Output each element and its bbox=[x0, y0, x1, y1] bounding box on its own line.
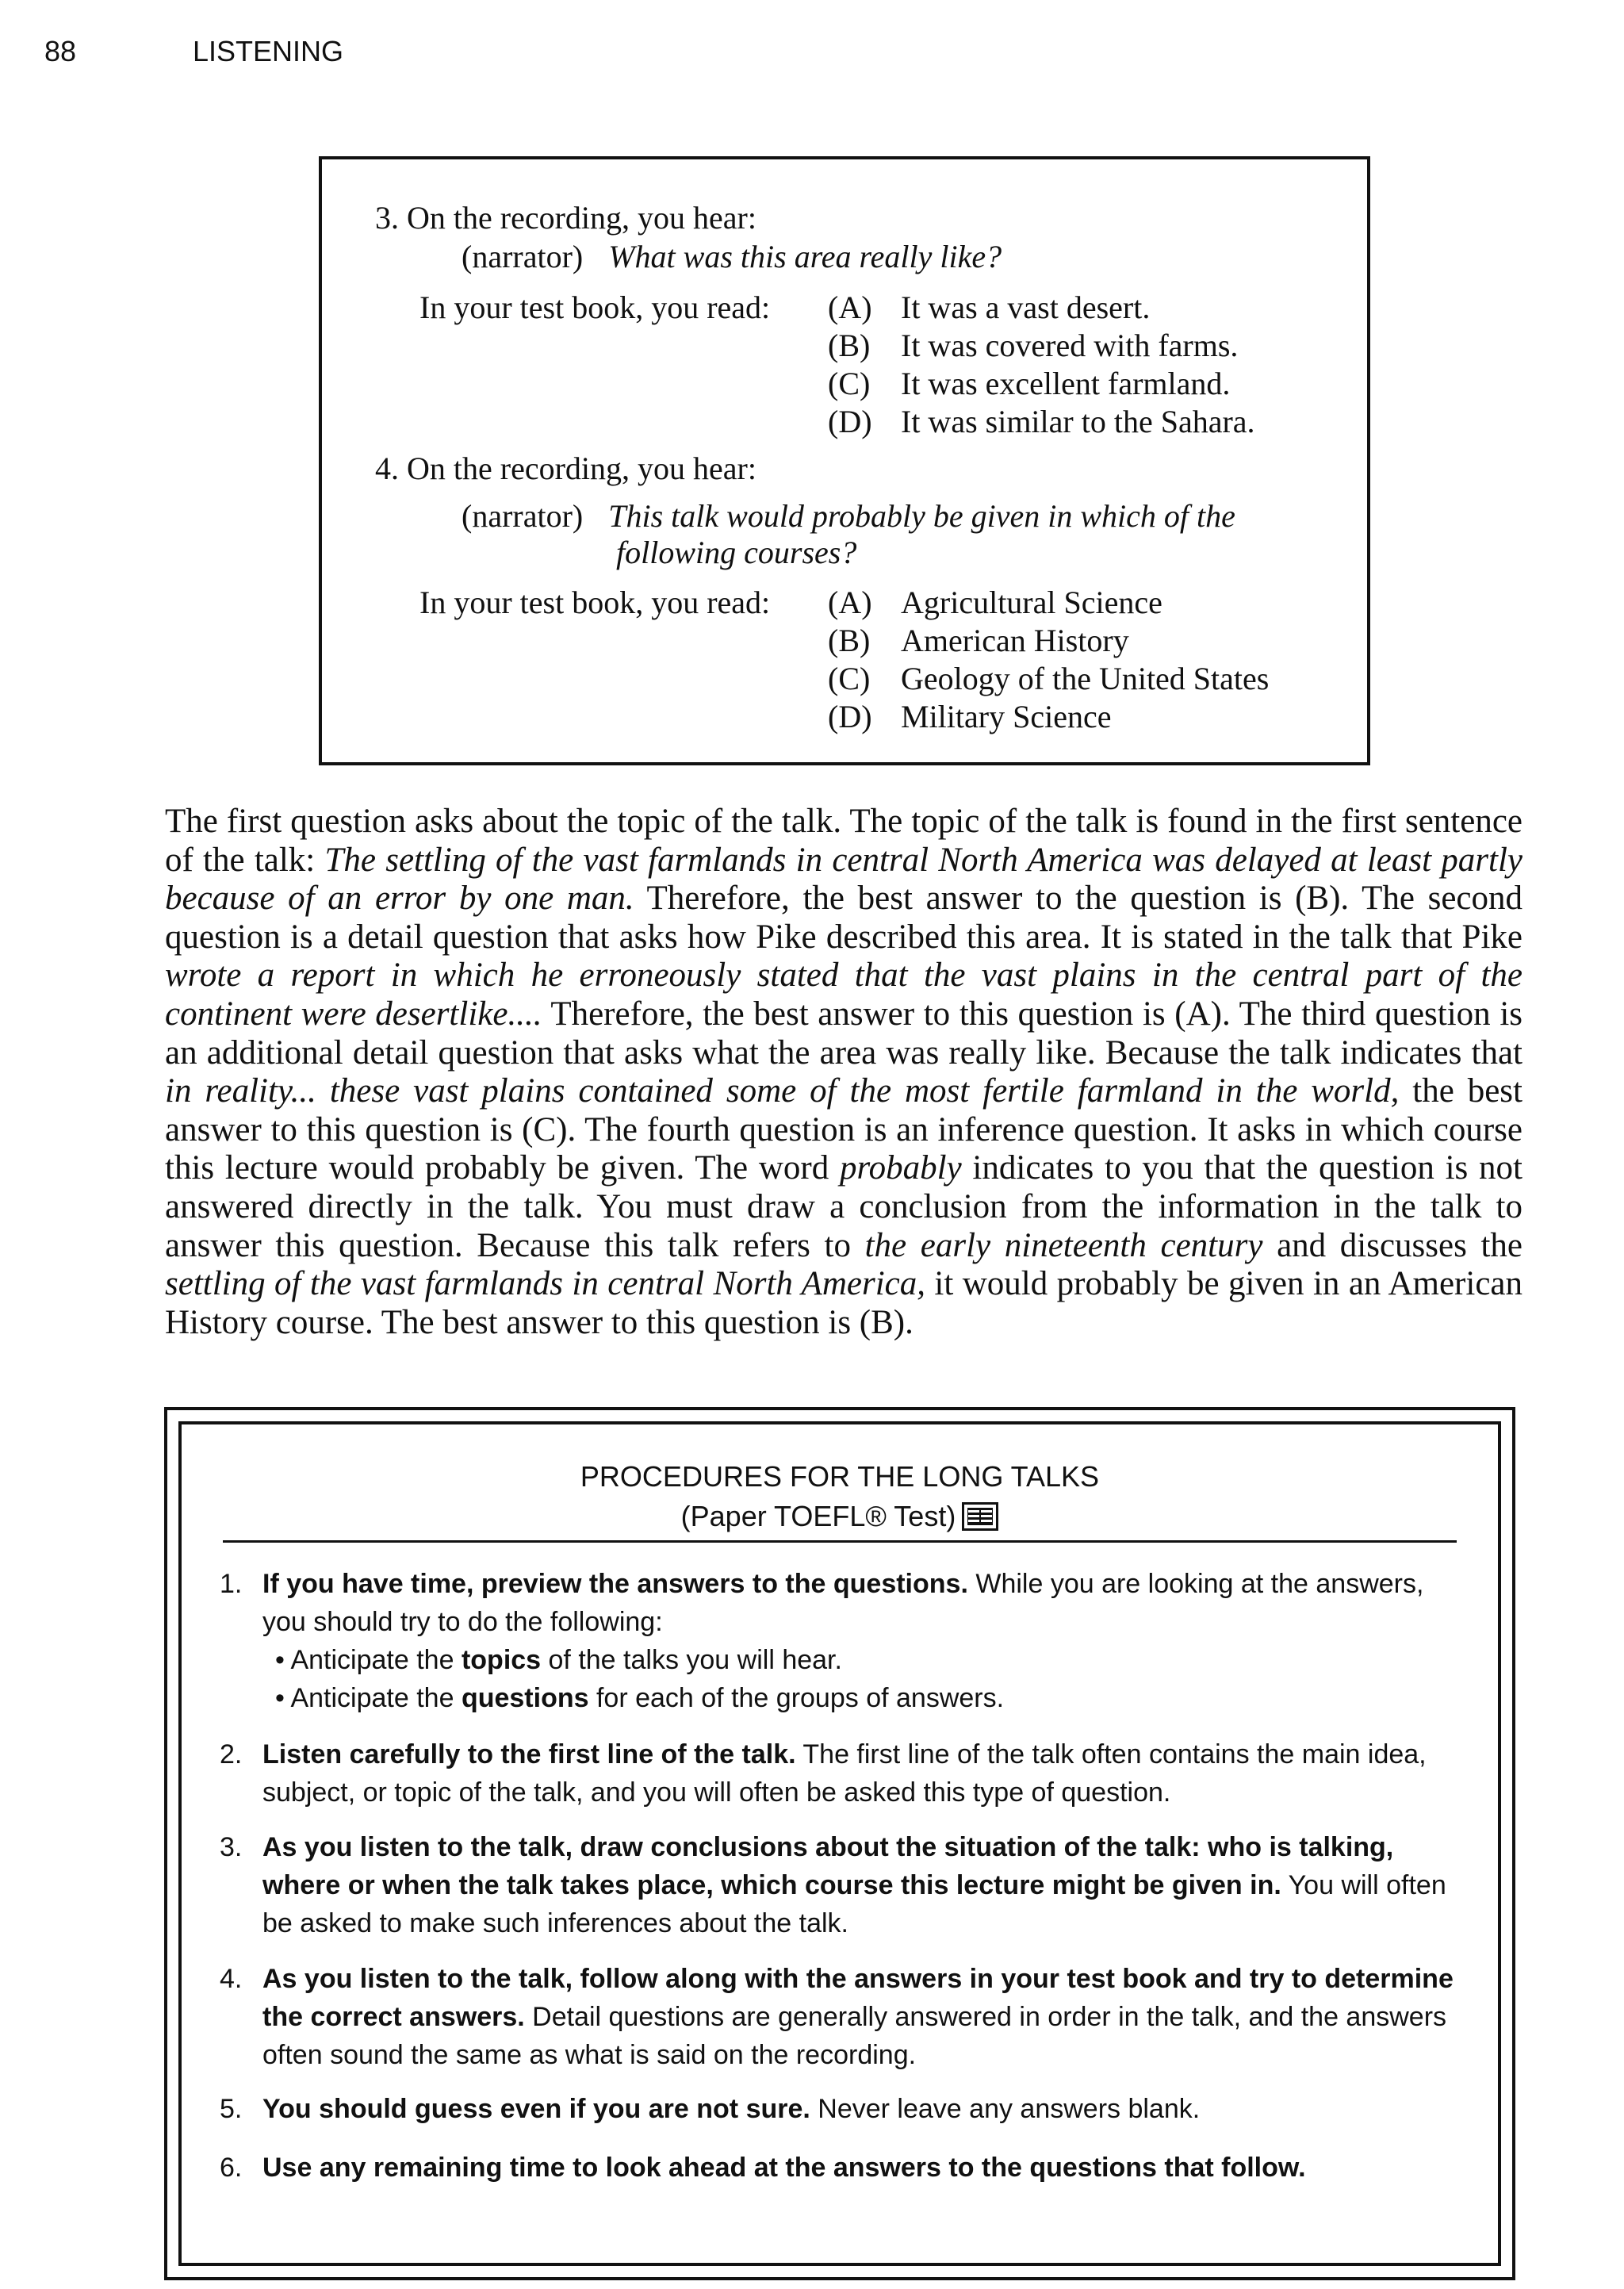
procedures-subtitle-line bbox=[182, 1502, 1498, 1531]
explanation-quote: settling of the vast farmlands in central North America, bbox=[165, 1265, 925, 1303]
q3-option-letter: (A) bbox=[828, 289, 872, 325]
q3-prompt bbox=[462, 241, 1002, 273]
running-header bbox=[44, 35, 344, 68]
q3-intro: 3. On the recording, you hear: bbox=[375, 200, 756, 236]
procedure-bold: You should guess even if you are not sure. bbox=[262, 2094, 810, 2124]
procedure-bullet bbox=[275, 1679, 1465, 1717]
procedure-text: Detail questions are generally answered in order in the talk, and the answers often sound the same as what is said on the recording. bbox=[262, 2002, 1447, 2070]
q4-option-letter: (D) bbox=[828, 699, 872, 734]
q4-question-line2-text: following courses? bbox=[616, 535, 857, 570]
q4-option-text: American History bbox=[901, 623, 1129, 658]
q4-option-text: Geology of the United States bbox=[901, 661, 1270, 696]
q4-option-letter: (B) bbox=[828, 623, 871, 658]
procedure-number: 4. bbox=[220, 1964, 243, 1994]
procedure-bold: As you listen to the talk, draw conclusions about the situation of the talk: who is talking, where or when the talk takes place, which course this lecture might be given in. bbox=[262, 1832, 1394, 1900]
title-divider bbox=[223, 1540, 1457, 1543]
q3-speaker: (narrator) bbox=[462, 239, 584, 274]
procedure-bold: If you have time, preview the answers to the questions. bbox=[262, 1569, 968, 1599]
procedure-item bbox=[220, 2149, 1465, 2187]
procedure-item bbox=[220, 1828, 1465, 1942]
procedure-text: The first line of the talk often contains the main idea, subject, or topic of the talk, and you will often be asked this type of question. bbox=[262, 1739, 1427, 1808]
procedure-bold: As you listen to the talk, follow along with the answers in your test book and try to determine the correct answers. bbox=[262, 1964, 1454, 2032]
q3-book-prompt: In your test book, you read: bbox=[419, 289, 771, 325]
explanation-quote: wrote a report in which he erroneously stated that the vast plains in the central part of the continent were desertlike.... bbox=[165, 957, 1522, 1033]
q4-speaker: (narrator) bbox=[462, 498, 584, 534]
q4-option-text: Agricultural Science bbox=[901, 585, 1162, 620]
procedure-item bbox=[220, 2090, 1465, 2128]
bullet-text: for each of the groups of answers. bbox=[588, 1683, 1005, 1713]
procedure-number: 6. bbox=[220, 2153, 243, 2183]
q4-option-text: Military Science bbox=[901, 699, 1112, 734]
explanation-quote: The settling of the vast farmlands in central North America was delayed at least partly because of an error by one man. bbox=[165, 841, 1522, 918]
procedure-text: Never leave any answers blank. bbox=[810, 2094, 1201, 2124]
explanation-quote: probably bbox=[839, 1149, 962, 1187]
bullet-text: of the talks you will hear. bbox=[541, 1645, 842, 1675]
explanation-text: and discusses the bbox=[1262, 1226, 1523, 1264]
explanation-text: indicates to you that the question is not answered directly in the talk. You must draw a conclusion from the information in the talk to answer this question. Because this talk refers to bbox=[165, 1149, 1522, 1264]
q4-option-letter: (A) bbox=[828, 585, 872, 620]
explanation-text: Therefore, the best answer to the question is (B). The second question is a detail question that asks how Pike described this area. It is stated in the talk that Pike bbox=[165, 880, 1522, 956]
procedure-item bbox=[220, 1565, 1465, 1717]
procedure-number: 2. bbox=[220, 1739, 243, 1769]
procedure-item bbox=[220, 1735, 1465, 1812]
q4-question-line2 bbox=[616, 537, 856, 569]
q3-option-letter: (B) bbox=[828, 328, 871, 363]
bullet-bold: questions bbox=[461, 1683, 589, 1713]
explanation-paragraph bbox=[165, 803, 1522, 1342]
bullet-text: • Anticipate the bbox=[275, 1683, 462, 1713]
explanation-quote: in reality... these vast plains contained some of the most fertile farmland in the world, bbox=[165, 1072, 1400, 1110]
paper-test-icon bbox=[962, 1502, 998, 1531]
explanation-text: it would probably be given in an American History course. The best answer to this question is (B). bbox=[165, 1265, 1522, 1341]
q3-option-letter: (C) bbox=[828, 366, 871, 401]
procedures-title: PROCEDURES FOR THE LONG TALKS bbox=[580, 1460, 1100, 1493]
q4-question-line1: This talk would probably be given in which of the bbox=[608, 498, 1235, 534]
procedure-bullet bbox=[275, 1641, 1465, 1679]
q3-option-text: It was similar to the Sahara. bbox=[901, 404, 1255, 439]
procedure-number: 3. bbox=[220, 1832, 243, 1862]
bullet-bold: topics bbox=[461, 1645, 542, 1675]
q4-option-letter: (C) bbox=[828, 661, 871, 696]
procedure-item bbox=[220, 1960, 1465, 2074]
q3-option-text: It was covered with farms. bbox=[901, 328, 1239, 363]
q4-prompt bbox=[462, 500, 1235, 532]
procedures-box-inner bbox=[178, 1421, 1501, 2266]
explanation-text: The first question asks about the topic of the talk. The topic of the talk is found in the first sentence of the talk: bbox=[165, 803, 1522, 879]
explanation-quote: the early nineteenth century bbox=[864, 1226, 1263, 1264]
q3-option-text: It was a vast desert. bbox=[901, 289, 1151, 325]
page-number: 88 bbox=[44, 35, 77, 67]
section-title: LISTENING bbox=[193, 35, 344, 67]
procedures-box bbox=[164, 1407, 1515, 2280]
q4-book-prompt: In your test book, you read: bbox=[419, 585, 771, 620]
question-box bbox=[319, 156, 1370, 765]
procedure-bold: Use any remaining time to look ahead at the answers to the questions that follow. bbox=[262, 2153, 1306, 2183]
procedure-bold: Listen carefully to the first line of the talk. bbox=[262, 1739, 796, 1769]
q3-option-letter: (D) bbox=[828, 404, 872, 439]
explanation-text: Therefore, the best answer to this question is (A). The third question is an additional detail question that asks what the area was really like. Because the talk indicates that bbox=[165, 995, 1522, 1072]
explanation-text: the best answer to this question is (C). The fourth question is an inference question. It asks in which course this lecture would probably be given. The word bbox=[165, 1072, 1522, 1187]
procedure-number: 5. bbox=[220, 2094, 243, 2124]
q3-question: What was this area really like? bbox=[608, 239, 1002, 274]
procedures-subtitle: (Paper TOEFL® Test) bbox=[680, 1500, 956, 1532]
procedure-text: You will often be asked to make such inferences about the talk. bbox=[262, 1870, 1446, 1938]
procedure-number: 1. bbox=[220, 1569, 243, 1599]
procedure-text: While you are looking at the answers, you should try to do the following: bbox=[262, 1569, 1424, 1637]
bullet-text: • Anticipate the bbox=[275, 1645, 462, 1675]
q3-option-text: It was excellent farmland. bbox=[901, 366, 1231, 401]
q4-intro: 4. On the recording, you hear: bbox=[375, 451, 756, 486]
